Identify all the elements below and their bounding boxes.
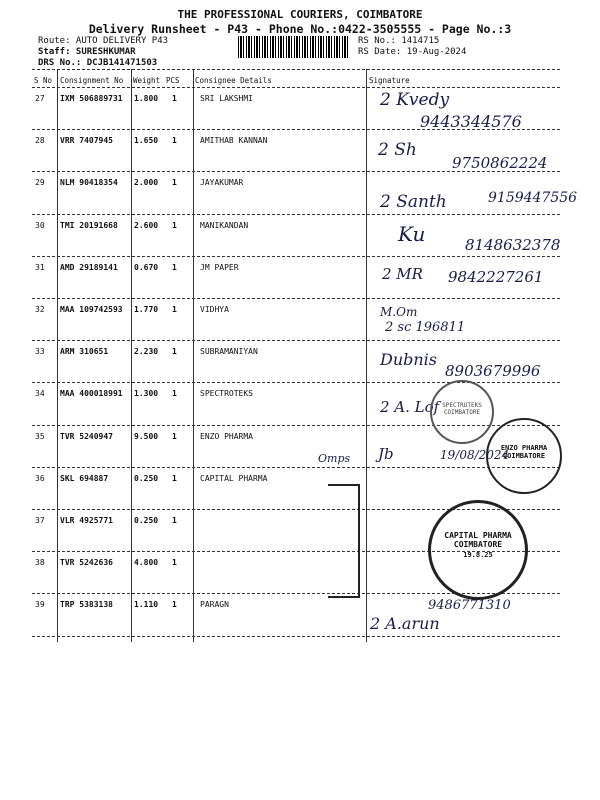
row-consignment-no: VLR 4925771 [60, 516, 113, 525]
row-consignee: PARAGN [200, 600, 229, 610]
phone-31: 9842227261 [448, 268, 544, 286]
row-weight: 0.250 [134, 473, 159, 483]
header-weight: Weight [133, 76, 161, 85]
row-pcs: 1 [172, 600, 177, 610]
stamp-enzo [486, 418, 562, 494]
signature-29: 2 Santh [380, 192, 447, 212]
row-weight: 2.000 [134, 178, 159, 188]
row-pcs: 1 [172, 431, 177, 441]
row-weight: 0.250 [134, 516, 159, 525]
row-pcs: 1 [172, 516, 177, 525]
row-sno: 39 [35, 600, 45, 610]
row-weight: 9.500 [134, 431, 159, 441]
row-sno: 38 [35, 558, 45, 568]
row-consignment-no: MAA 400018991 [60, 389, 123, 399]
header-sno: S No [34, 76, 53, 85]
row-sno: 33 [35, 347, 45, 357]
row-weight: 1.650 [134, 136, 159, 146]
row-consignment-no: SKL 694887 [60, 473, 109, 483]
row-sno: 36 [35, 473, 45, 483]
col-divider [131, 69, 132, 642]
note-35: Omps [318, 452, 351, 465]
row-weight: 1.300 [134, 389, 159, 399]
phone-29: 9159447556 [488, 190, 578, 206]
row-sno: 34 [35, 389, 45, 399]
phone-30: 8148632378 [465, 236, 561, 254]
row-consignee: SPECTROTEKS [200, 389, 253, 399]
row-consignee: MANIKANDAN [200, 220, 249, 230]
row-consignment-no: TMI 20191668 [60, 220, 118, 230]
stamp-spectroteks [430, 380, 494, 444]
signature-28: 2 Sh [378, 140, 417, 160]
phone-32: 2 sc 196811 [385, 320, 466, 335]
stamp-capital [428, 500, 528, 600]
row-consignee: ENZO PHARMA [200, 431, 253, 441]
row-consignment-no: TVR 5240947 [60, 431, 113, 441]
row-consignment-no: NLM 90418354 [60, 178, 118, 188]
header-consignee: Consignee Details [195, 76, 272, 85]
signature-30: Ku [398, 222, 426, 246]
col-divider [366, 69, 367, 642]
col-divider [193, 69, 194, 642]
rs-number: RS No.: 1414715 [358, 36, 440, 46]
row-divider [32, 214, 560, 215]
row-consignee: AMITHAB KANNAN [200, 136, 268, 146]
row-weight: 1.770 [134, 305, 159, 314]
row-pcs: 1 [172, 558, 177, 568]
row-pcs: 1 [172, 305, 177, 314]
row-consignment-no: VRR 7407945 [60, 136, 113, 146]
signature-27: 2 Kvedy [380, 90, 450, 110]
row-pcs: 1 [172, 389, 177, 399]
rs-date: RS Date: 19-Aug-2024 [358, 47, 467, 57]
row-weight: 1.110 [134, 600, 159, 610]
barcode [238, 36, 348, 58]
row-sno: 31 [35, 262, 45, 272]
row-consignment-no: AMD 29189141 [60, 262, 118, 272]
row-pcs: 1 [172, 178, 177, 188]
header-pcs: PCS [166, 76, 180, 85]
row-consignment-no: IXM 506889731 [60, 94, 123, 103]
phone-28: 9750862224 [452, 154, 548, 172]
row-sno: 32 [35, 305, 45, 314]
row-consignment-no: TVR 5242636 [60, 558, 113, 568]
row-consignee: CAPITAL PHARMA [200, 473, 268, 483]
row-consignee: SUBRAMANIYAN [200, 347, 258, 357]
stamp-spectroteks-text: SPECTROTEKS COIMBATORE [442, 402, 482, 416]
row-weight: 1.800 [134, 94, 159, 103]
row-consignment-no: MAA 109742593 [60, 305, 123, 314]
row-pcs: 1 [172, 94, 177, 103]
row-consignee: JAYAKUMAR [200, 178, 244, 188]
signature-31: 2 MR [382, 265, 423, 283]
row-weight: 0.670 [134, 262, 159, 272]
row-pcs: 1 [172, 473, 177, 483]
drs-label: DRS No.: DCJB141471503 [38, 58, 158, 68]
runsheet-title: Delivery Runsheet - P43 - Phone No.:0422-3505555 - Page No.:3 [88, 22, 512, 36]
row-divider [32, 467, 560, 468]
signature-39: 2 A.arun [370, 614, 440, 633]
row-sno: 37 [35, 516, 45, 525]
row-divider [32, 298, 560, 299]
row-divider [32, 636, 560, 637]
row-consignment-no: TRP 5383138 [60, 600, 113, 610]
row-pcs: 1 [172, 220, 177, 230]
row-consignee: JM PAPER [200, 262, 239, 272]
phone-39: 9486771310 [428, 598, 511, 613]
row-sno: 28 [35, 136, 45, 146]
col-divider [57, 69, 58, 642]
row-consignee: VIDHYA [200, 305, 229, 314]
row-pcs: 1 [172, 262, 177, 272]
bracket-mark [328, 484, 360, 598]
row-divider [32, 340, 560, 341]
row-weight: 2.600 [134, 220, 159, 230]
row-sno: 35 [35, 431, 45, 441]
row-pcs: 1 [172, 347, 177, 357]
row-sno: 27 [35, 94, 45, 103]
stamp-enzo-text: ENZO PHARMA COIMBATORE [500, 444, 548, 460]
header-consignment: Consignment No [60, 76, 124, 85]
row-sno: 30 [35, 220, 45, 230]
row-divider [32, 256, 560, 257]
company-title: THE PROFESSIONAL COURIERS, COIMBATORE [177, 8, 423, 21]
row-weight: 4.800 [134, 558, 159, 568]
staff-label: Staff: SURESHKUMAR [38, 47, 136, 57]
phone-33: 8903679996 [445, 362, 541, 380]
date-35: 19/08/2024 [440, 448, 510, 462]
row-consignment-no: ARM 310651 [60, 347, 109, 357]
row-divider [32, 382, 560, 383]
row-sno: 29 [35, 178, 45, 188]
phone-27: 9443344576 [420, 112, 522, 131]
row-consignee: SRI LAKSHMI [200, 94, 253, 103]
stamp-capital-date: 19.8.25 [463, 551, 493, 559]
signature-34: 2 A. Lof [380, 398, 440, 416]
signature-33: Dubnis [380, 350, 438, 369]
signature-35: Jb [378, 445, 394, 463]
table-top-line [32, 69, 560, 70]
route-label: Route: AUTO DELIVERY P43 [38, 36, 169, 46]
header-signature: Signature [369, 76, 410, 85]
table-header-line [32, 87, 560, 88]
row-weight: 2.230 [134, 347, 159, 357]
signature-32: M.Om [380, 305, 418, 319]
stamp-capital-text: CAPITAL PHARMA COIMBATORE [444, 531, 512, 549]
row-pcs: 1 [172, 136, 177, 146]
